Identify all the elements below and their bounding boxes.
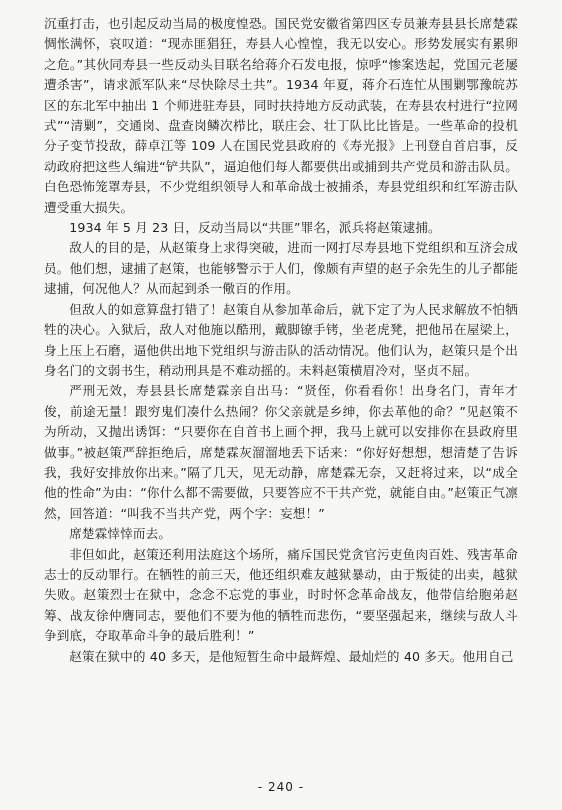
paragraph-departure: 席楚霖悻悻而去。 bbox=[69, 526, 172, 542]
paragraph-torture: 但敌人的如意算盘打错了！赵策自从参加革命后，就下定了为人民求解放不怕牺牲的决心。入狱后，敌人对他施以酷刑，戴脚镣手铐，坐老虎凳，把他吊在屋梁上，身上压上石磨，逼他供出地下党组织与游击队的活动情况。他们认为，赵策只是个出身名门的文弱书生，稍动刑具是不难动摇的。未料赵策横眉冷对，坚贞不屈。 bbox=[44, 301, 518, 378]
page-number: - 240 - bbox=[257, 780, 305, 794]
paragraph-courtroom: 非但如此，赵策还利用法庭这个场所，痛斥国民党贪官污吏鱼肉百姓、残害革命志士的反动罪行。在牺牲的前三天，他还组织难友越狱暴动，由于叛徒的出卖，越狱失败。赵策烈士在狱中，念念不忘党的事业，时时怀念革命战友，他带信给胞弟赵筹、战友徐仲膺同志，要他们不要为他的牺牲而悲伤，“要坚强起来，继续与敌人斗争到底，夺取革命斗争的最后胜利！” bbox=[44, 546, 518, 644]
paragraph-arrest-date: 1934 年 5 月 23 日，反动当局以“共匪”罪名，派兵将赵策逮捕。 bbox=[69, 220, 441, 236]
paragraph-interrogation: 严刑无效，寿县县长席楚霖亲自出马：“贤侄，你看看你！出身名门，青年才俊，前途无量！跟穷鬼们凑什么热闹？你父亲就是乡绅，你去革他的命？”见赵策不为所动，又抛出诱饵：“只要你在自首书上画个押，我马上就可以安排你在县政府里做事。”被赵策严辞拒绝后，席楚霖灰溜溜地丢下话来：“你好好想想，想清楚了告诉我，我好安排放你出来。”隔了几天，见无动静，席楚霖无奈，又赶将过来，以“成全他的性命”为由：“你什么都不需要做，只要答应不干共产党，就能自由。”赵策正气凛然，回答道：“叫我不当共产党，两个字：妄想！” bbox=[44, 383, 518, 521]
paragraph-final-days: 赵策在狱中的 40 多天，是他短暂生命中最辉煌、最灿烂的 40 多天。他用自己 bbox=[69, 648, 514, 664]
paragraph-enemy-purpose: 敌人的目的是，从赵策身上求得突破，进而一网打尽寿县地下党组织和互济会成员。他们想，逮捕了赵策，也能够警示于人们，像颇有声望的赵子余先生的儿子都能逮捕，何况他人？从而起到杀一儆百的作用。 bbox=[44, 240, 518, 297]
paragraph-continuation: 沉重打击，也引起反动当局的极度惶恐。国民党安徽省第四区专员兼寿县县长席楚霖惆怅满怀，哀叹道：“现赤匪猖狂，寿县人心惶惶，我无以安心。形势发展实有累卵之危。”其伙同寿县一些反动头目联名给蒋介石发电报，惊呼“惨案迭起，党国元老屡遭杀害”，请求派军队来“尽快除尽土共”。1934 年夏，蒋介石连忙从围剿鄂豫皖苏区的东北军中抽出 1 个师进驻寿县，同时扶持地方反动武装，在寿县农村进行“拉网式”“清剿”，交通岗、盘查岗鳞次栉比，联庄会、壮丁队比比皆是。一些革命的投机分子变节投敌，薛卓江等 109 人在国民党县政府的《寿光报》上刊登自首启事，反动政府把这些人编进“铲共队”，逼迫他们每人都要供出或捕到共产党员和游击队员。白色恐怖笼罩寿县，不少党组织领导人和革命战士被捕杀，寿县党组织和红军游击队遭受重大损失。 bbox=[44, 16, 518, 215]
